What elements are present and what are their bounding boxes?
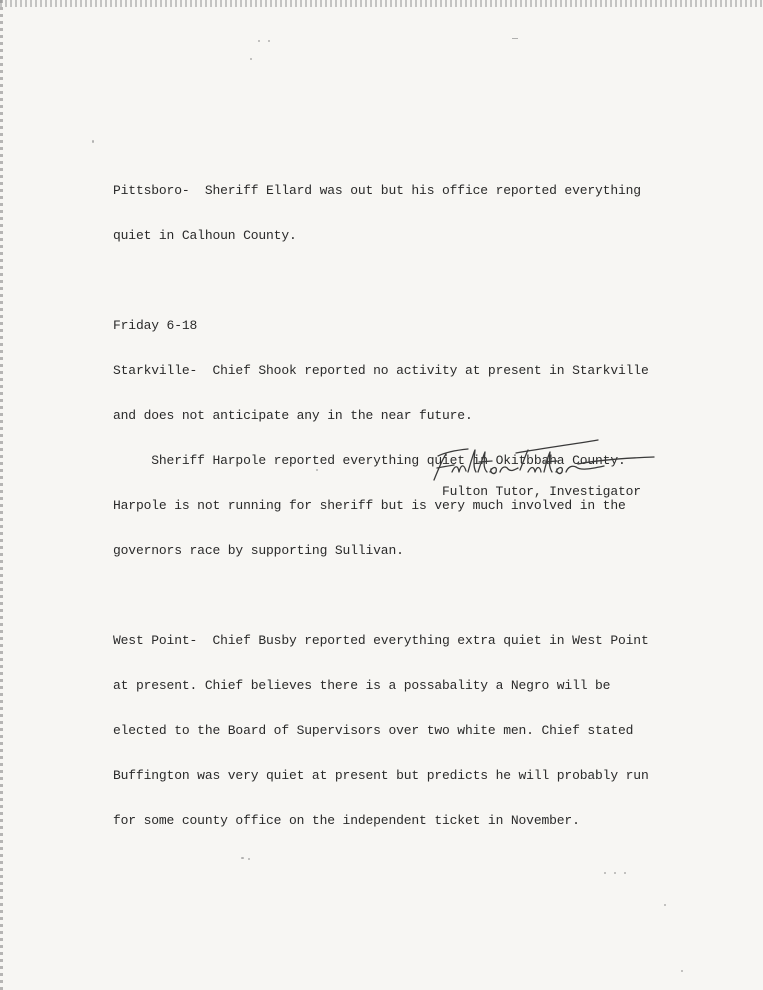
scan-speck xyxy=(624,872,626,874)
scan-speck xyxy=(248,858,250,860)
scan-speck xyxy=(250,58,252,60)
line-pittsboro-cont: quiet in Calhoun County. xyxy=(113,228,297,243)
line-west-point: West Point- Chief Busby reported everything extra quiet in West Point xyxy=(113,633,649,648)
scan-speck xyxy=(664,904,666,906)
line-starkville-cont: and does not anticipate any in the near future. xyxy=(113,408,473,423)
line-west-point-cont-3: Buffington was very quiet at present but predicts he will probably run xyxy=(113,768,649,783)
scan-speck xyxy=(268,40,270,42)
report-body xyxy=(113,153,653,858)
scan-speck xyxy=(604,872,606,874)
line-harpole: Sheriff Harpole reported everything quiet in Okitbbaha County. xyxy=(113,453,626,468)
line-west-point-cont-4: for some county office on the independent ticket in November. xyxy=(113,813,580,828)
scan-edge-top xyxy=(0,0,763,7)
line-pittsboro: Pittsboro- Sheriff Ellard was out but his office reported everything xyxy=(113,183,641,198)
handwritten-signature xyxy=(428,436,658,486)
line-harpole-cont-2: governors race by supporting Sullivan. xyxy=(113,543,404,558)
scan-edge-left xyxy=(0,0,3,990)
line-harpole-cont-1: Harpole is not running for sheriff but is very much involved in the xyxy=(113,498,626,513)
scan-speck xyxy=(258,40,260,42)
scan-speck xyxy=(681,970,683,972)
line-west-point-cont-2: elected to the Board of Supervisors over two white men. Chief stated xyxy=(113,723,634,738)
scan-speck xyxy=(512,38,518,39)
paragraph-gap xyxy=(113,588,653,603)
line-starkville: Starkville- Chief Shook reported no activity at present in Starkville xyxy=(113,363,649,378)
paragraph-gap xyxy=(113,273,653,288)
scan-speck xyxy=(92,140,94,143)
line-west-point-cont-1: at present. Chief believes there is a possabality a Negro will be xyxy=(113,678,611,693)
scan-speck xyxy=(614,872,616,874)
line-date-heading: Friday 6-18 xyxy=(113,318,198,333)
signature-name-line: Fulton Tutor, Investigator xyxy=(442,484,641,499)
